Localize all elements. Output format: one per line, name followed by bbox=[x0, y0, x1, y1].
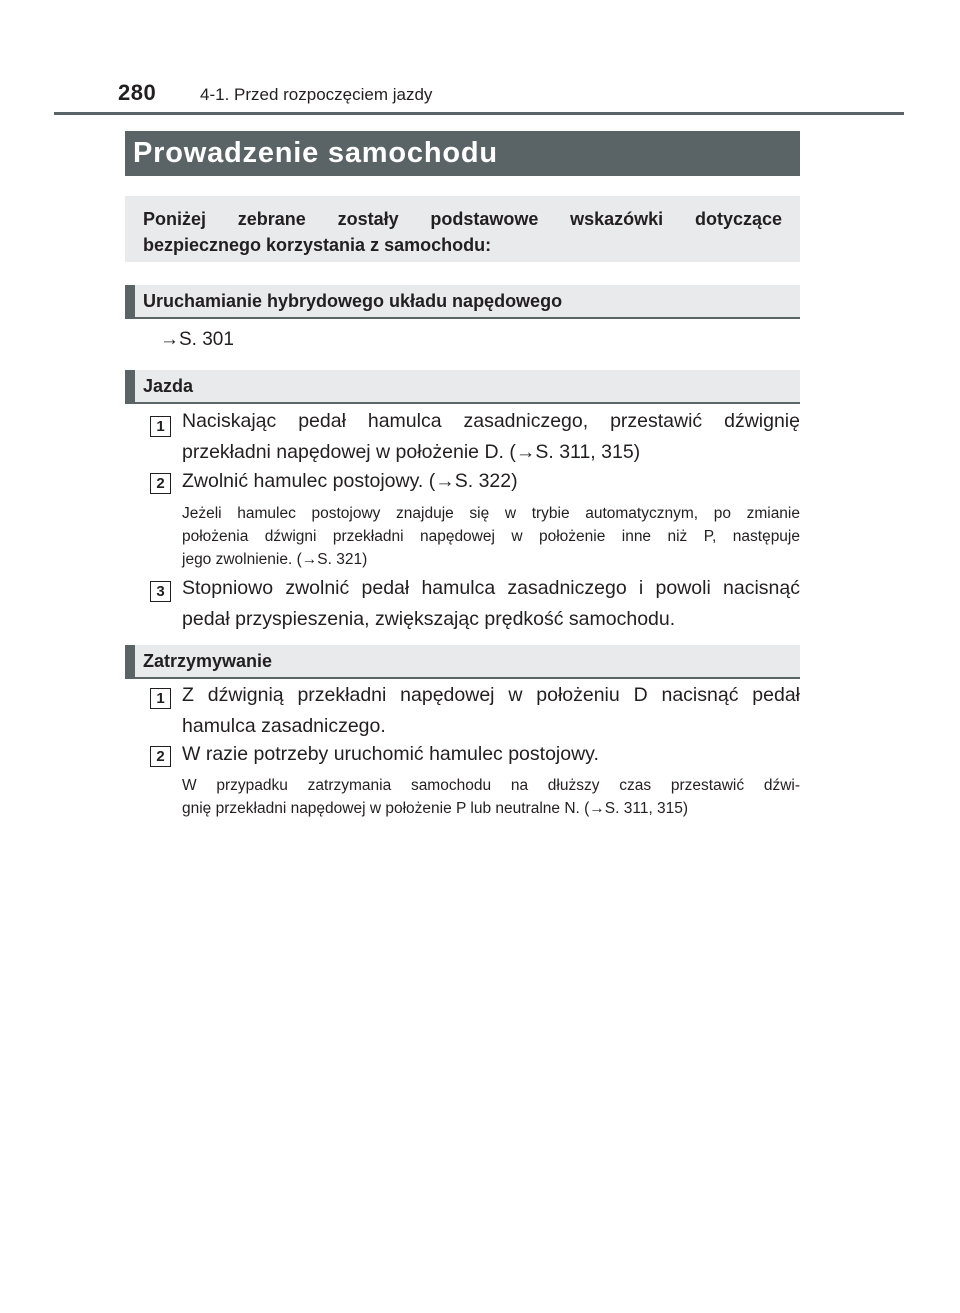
step-line: Zwolnić hamulec postojowy. (→S. 322) bbox=[182, 470, 518, 492]
step-number-badge: 3 bbox=[150, 581, 171, 602]
step-text bbox=[182, 406, 800, 468]
section-heading-driving: Jazda bbox=[125, 370, 800, 404]
page-reference: →S. 301 bbox=[160, 329, 234, 350]
chapter-title: 4-1. Przed rozpoczęciem jazdy bbox=[200, 85, 433, 104]
page-header bbox=[0, 0, 960, 118]
step-number-badge: 1 bbox=[150, 688, 171, 709]
intro-box bbox=[125, 196, 800, 262]
page-number: 280 bbox=[118, 80, 157, 105]
note-line: gnię przekładni napędowej w położenie P lub neutralne N. (→S. 311, 315) bbox=[182, 800, 689, 817]
step-number-badge: 2 bbox=[150, 746, 171, 767]
note-line: położenia dźwigni przekładni napędowej w położenie inne niż P, następuje bbox=[182, 528, 800, 545]
step-number-badge: 1 bbox=[150, 416, 171, 437]
step-number-badge: 2 bbox=[150, 473, 171, 494]
intro-line: Poniżej zebrane zostały podstawowe wskazówki dotyczące bbox=[143, 209, 782, 229]
step-note bbox=[182, 502, 800, 571]
section-heading-start: Uruchamianie hybrydowego układu napędowego bbox=[125, 285, 800, 319]
step-text bbox=[182, 573, 800, 635]
step-text bbox=[182, 739, 800, 770]
note-line: Jeżeli hamulec postojowy znajduje się w trybie automatycznym, po zmianie bbox=[182, 505, 800, 522]
section-heading-stopping: Zatrzymywanie bbox=[125, 645, 800, 679]
step-line: Naciskając pedał hamulca zasadniczego, przestawić dźwignię bbox=[182, 410, 800, 432]
note-line: jego zwolnienie. (→S. 321) bbox=[182, 551, 368, 568]
step-line: przekładni napędowej w położenie D. (→S. 311, 315) bbox=[182, 441, 641, 463]
step-line: Stopniowo zwolnić pedał hamulca zasadniczego i powoli nacisnąć bbox=[182, 577, 800, 599]
intro-line: bezpiecznego korzystania z samochodu: bbox=[143, 235, 492, 255]
page-title: Prowadzenie samochodu bbox=[125, 131, 800, 176]
note-line: W przypadku zatrzymania samochodu na dłuższy czas przestawić dźwi- bbox=[182, 777, 800, 794]
step-line: Z dźwignią przekładni napędowej w położeniu D nacisnąć pedał bbox=[182, 684, 800, 706]
step-note bbox=[182, 774, 800, 820]
step-text bbox=[182, 680, 800, 742]
step-line: W razie potrzeby uruchomić hamulec postojowy. bbox=[182, 743, 599, 765]
step-line: pedał przyspieszenia, zwiększając prędkość samochodu. bbox=[182, 608, 676, 630]
step-line: hamulca zasadniczego. bbox=[182, 715, 386, 737]
header-divider bbox=[54, 112, 904, 115]
step-text bbox=[182, 466, 800, 497]
